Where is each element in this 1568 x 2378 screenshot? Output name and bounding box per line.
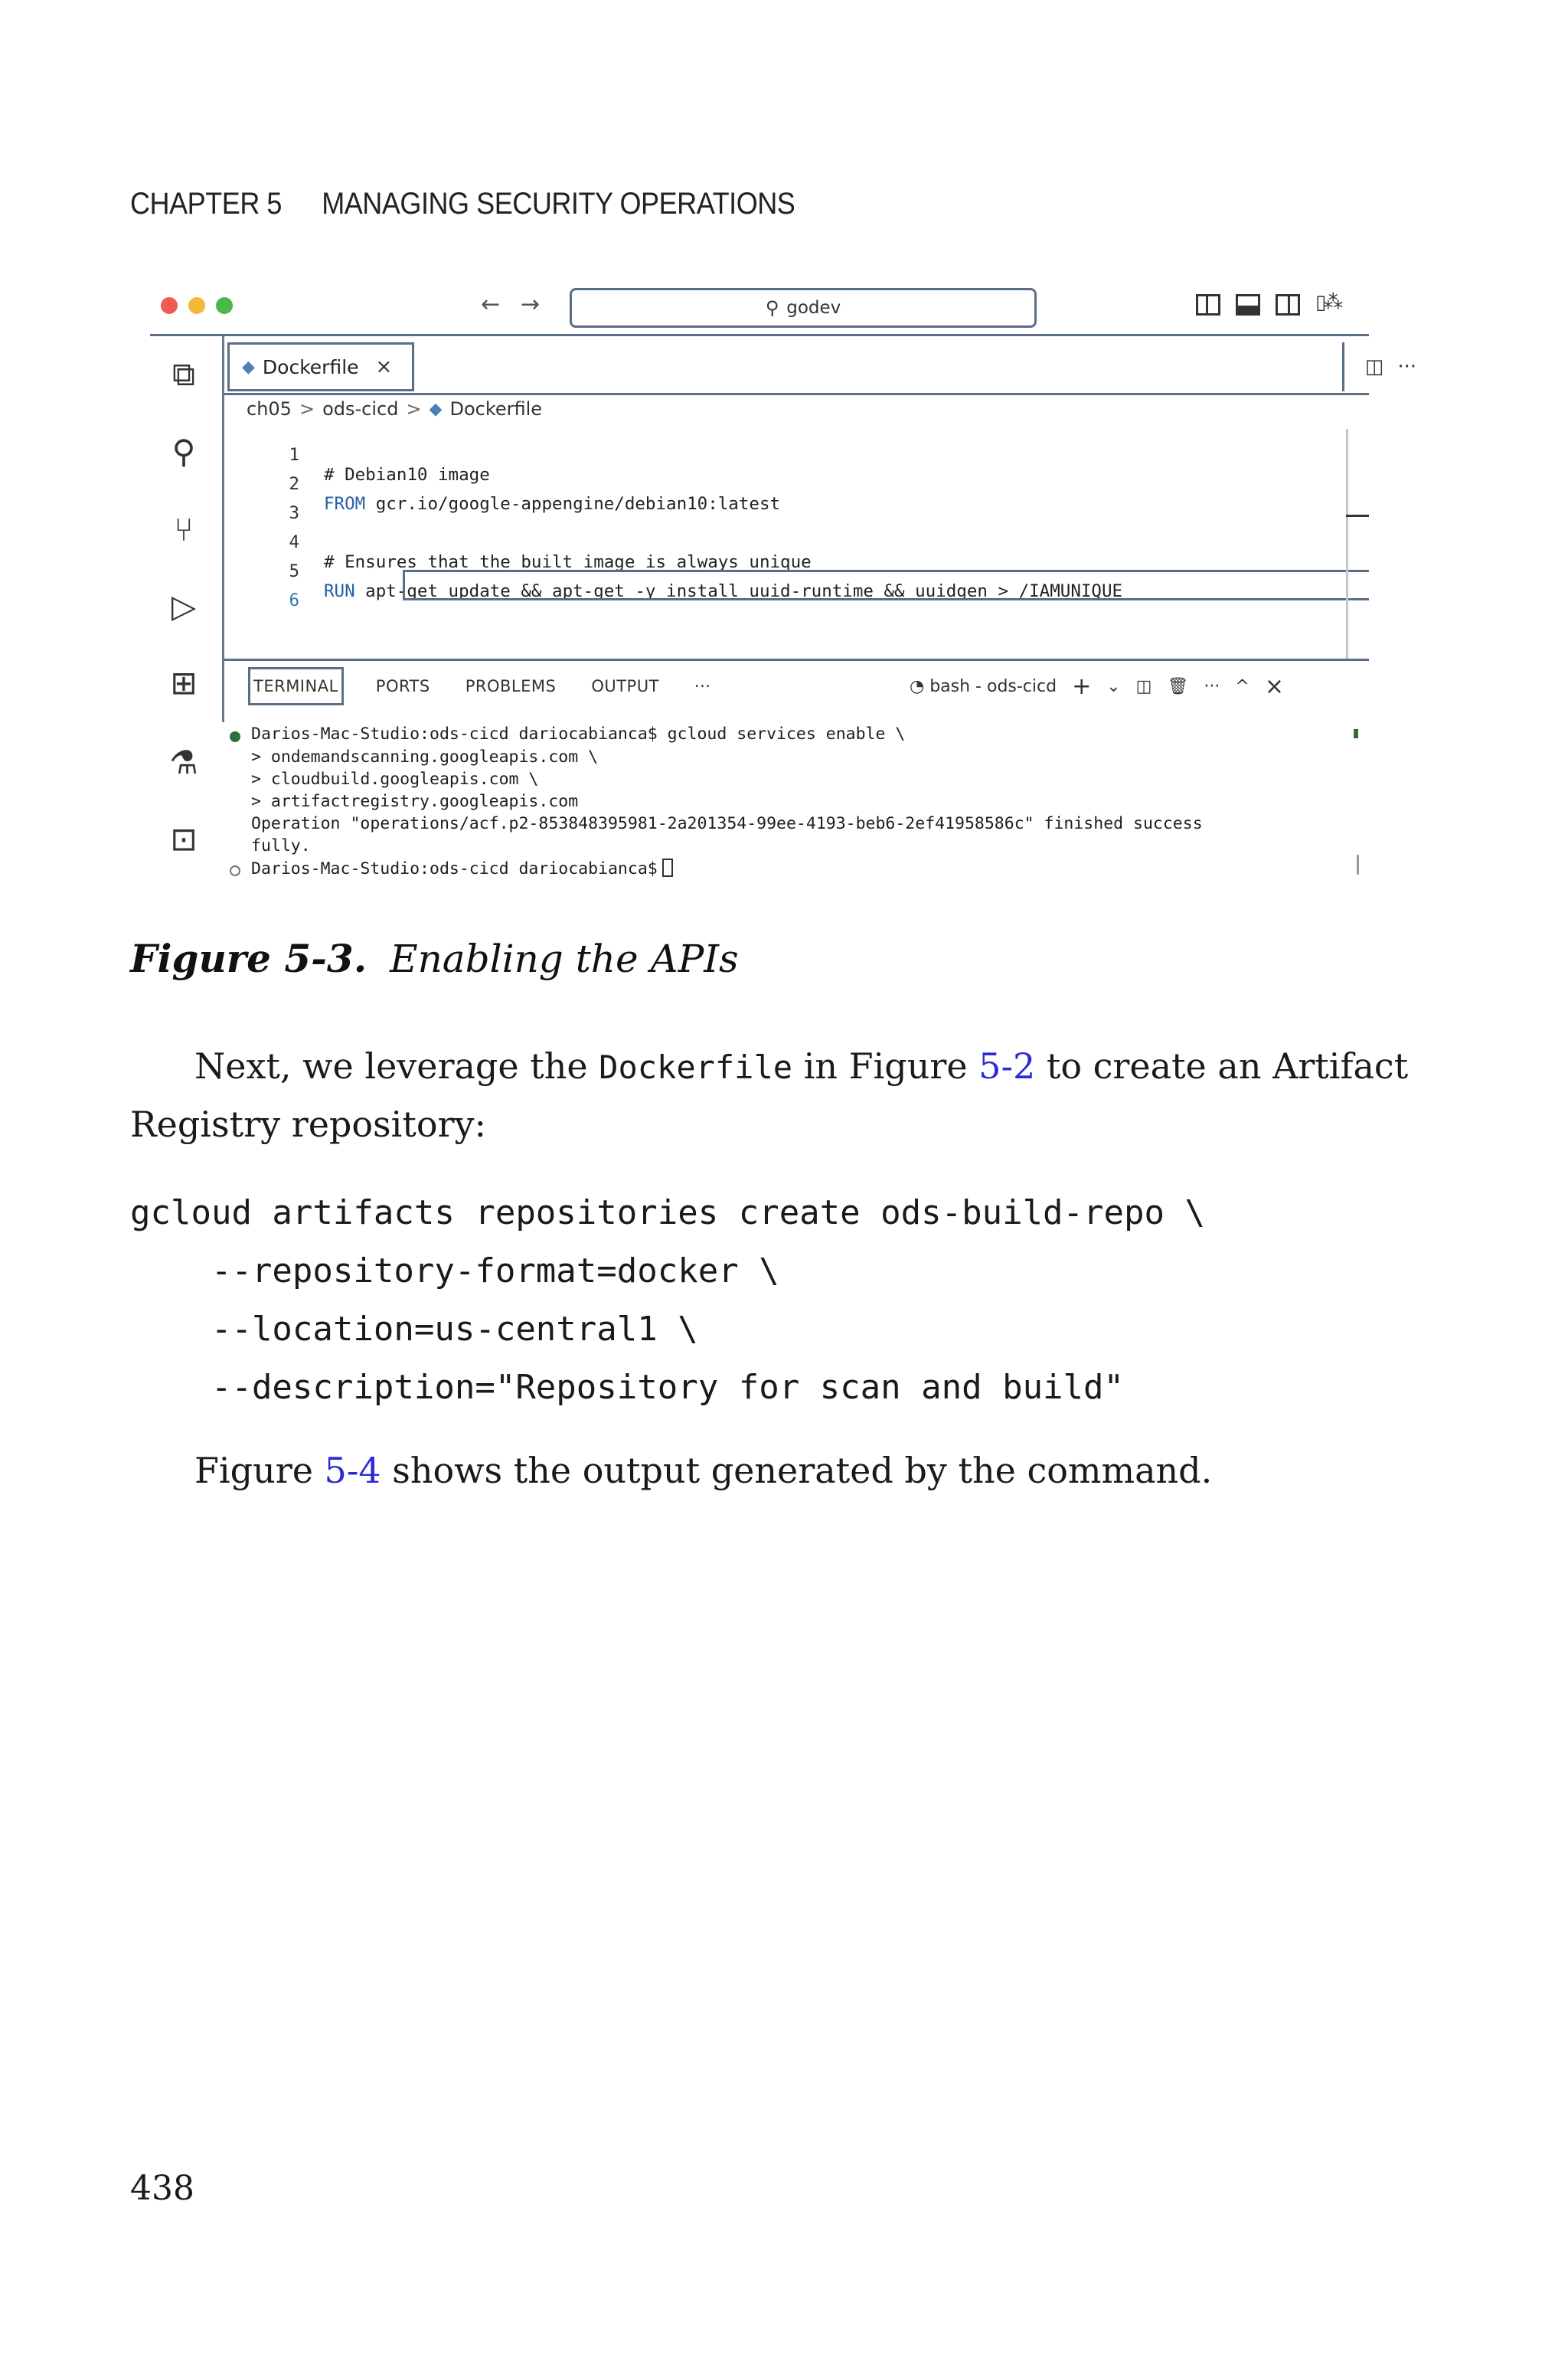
search-text: godev [786,298,841,318]
editor-actions [1342,342,1437,391]
code-line [224,425,1369,485]
code-line [224,512,1369,572]
line-number: 3 [289,503,299,523]
line-number: 2 [289,474,299,494]
more-actions-icon[interactable]: ··· [1397,355,1417,378]
split-terminal-icon[interactable]: ◫ [1135,676,1152,696]
line-number: 6 [289,590,299,610]
breadcrumb-item[interactable]: Dockerfile [449,398,543,420]
editor-tab-bar [224,336,1417,394]
terminal-cursor [662,859,673,877]
breadcrumb-item[interactable]: ch05 [247,398,292,420]
panel-more-icon[interactable]: ··· [694,677,711,695]
panel-divider [224,659,1369,661]
inline-code: Dockerfile [599,1048,793,1086]
command-pending-icon [230,865,240,876]
paragraph-line: Registry repository: [130,1104,487,1145]
chapter-label: CHAPTER 5 [130,187,282,221]
code-line: --repository-format=docker \ [130,1251,779,1290]
line-text: # Debian10 image [324,465,490,485]
explorer-icon[interactable]: ⧉ [172,355,195,393]
window-maximize-button[interactable] [216,297,233,314]
figure-link[interactable]: 5-2 [978,1045,1036,1087]
running-head [130,187,795,221]
code-line [224,541,1369,601]
search-icon[interactable]: ⚲ [172,432,196,470]
code-block [130,1184,1205,1417]
chevron-right-icon: > [406,398,422,420]
editor-screenshot [150,276,1417,898]
breadcrumb-item[interactable]: ods-cicd [322,398,399,420]
more-actions-icon[interactable]: ··· [1204,676,1220,696]
back-arrow-icon[interactable]: ← [481,291,501,318]
terminal-line: Operation "operations/acf.p2-853848395981-2a201354-99ee-4193-beb6-2ef41958586c" finished success [251,814,1203,833]
panel-actions [910,663,1284,709]
terminal-scroll-marker [1354,729,1358,738]
line-text: FROM gcr.io/google-appengine/debian10:latest [324,494,781,514]
line-number: 4 [289,532,299,552]
tab-ports[interactable]: PORTS [375,677,430,695]
line-number: 5 [289,561,299,581]
terminal-scrollbar[interactable] [1357,855,1359,875]
trash-icon[interactable]: 🗑 [1167,676,1189,696]
close-icon[interactable]: × [375,355,393,378]
tab-terminal[interactable]: TERMINAL [248,667,344,705]
docker-icon: ◆ [429,399,443,419]
terminal-line: fully. [251,836,311,855]
code-line: --location=us-central1 \ [130,1310,698,1349]
code-line: gcloud artifacts repositories create ods-build-repo \ [130,1193,1205,1232]
toggle-secondary-sidebar-icon[interactable] [1276,294,1300,316]
figure-link[interactable]: 5-4 [324,1450,381,1491]
testing-icon[interactable]: ⚗ [169,743,198,781]
minimap-edge [1346,429,1348,659]
code-editor[interactable] [224,425,1369,655]
code-line [224,483,1369,523]
command-center-search[interactable] [570,288,1037,328]
tab-label: Dockerfile [262,355,359,378]
panel-tab-bar [248,663,746,709]
page-number: 438 [130,2169,194,2208]
terminal-line: > artifactregistry.googleapis.com [251,792,579,811]
window-titlebar [150,276,1369,329]
terminal-line: > ondemandscanning.googleapis.com \ [251,747,599,767]
chapter-title: MANAGING SECURITY OPERATIONS [322,187,795,221]
line-text: RUN apt-get update && apt-get -y install uuid-runtime && uuidgen > /IAMUNIQUE [324,581,1123,601]
search-icon: ⚲ [765,297,779,319]
command-success-icon [230,731,240,742]
paragraph-line: Figure 5-4 shows the output generated by the command. [194,1450,1213,1491]
source-control-icon[interactable]: ⑂ [174,510,194,548]
breadcrumb [247,398,542,420]
window-close-button[interactable] [161,297,178,314]
terminal-prompt: Darios-Mac-Studio:ods-cicd dariocabianca$ [251,859,673,882]
toggle-sidebar-icon[interactable] [1196,294,1220,316]
terminal-line: > cloudbuild.googleapis.com \ [251,770,539,789]
run-debug-icon[interactable]: ▷ [171,587,197,625]
tab-dockerfile[interactable] [227,342,414,391]
window-minimize-button[interactable] [188,297,205,314]
terminal-selector[interactable]: ◔ bash - ods-cicd [910,676,1057,696]
layout-controls [1196,294,1340,316]
terminal-icon[interactable]: ⊡ [170,819,198,858]
terminal-icon: ◔ [910,676,925,696]
add-terminal-icon[interactable]: + [1072,672,1092,700]
forward-arrow-icon[interactable]: → [521,291,541,318]
figure-title: Enabling the APIs [390,937,739,981]
code-line [224,454,1369,514]
split-editor-icon[interactable]: ◫ [1364,355,1384,378]
code-line: --description="Repository for scan and build" [130,1368,1125,1407]
tab-problems[interactable]: PROBLEMS [465,677,557,695]
terminal-line: Darios-Mac-Studio:ods-cicd dariocabianca$ gcloud services enable \ [251,725,906,744]
line-text: # Ensures that the built image is always unique [324,552,812,572]
activity-bar [150,336,222,898]
line-number: 1 [289,445,299,465]
maximize-panel-icon[interactable]: ^ [1235,676,1250,696]
chevron-right-icon: > [299,398,315,420]
figure-label: Figure 5-3. [130,936,368,981]
extensions-icon[interactable]: ⊞ [170,663,198,702]
tab-output[interactable]: OUTPUT [591,677,659,695]
close-panel-icon[interactable]: × [1264,672,1284,700]
toggle-panel-icon[interactable] [1236,294,1260,316]
customize-layout-icon[interactable] [1315,294,1340,316]
current-line-highlight [403,570,1369,600]
minimap-marker [1346,515,1369,517]
paragraph-line: Next, we leverage the Dockerfile in Figure 5-2 to create an Artifact [194,1045,1409,1087]
chevron-down-icon[interactable]: ⌄ [1106,676,1121,696]
tab-bar-divider [224,393,1369,395]
figure-caption [130,936,739,981]
docker-icon: ◆ [242,357,255,377]
